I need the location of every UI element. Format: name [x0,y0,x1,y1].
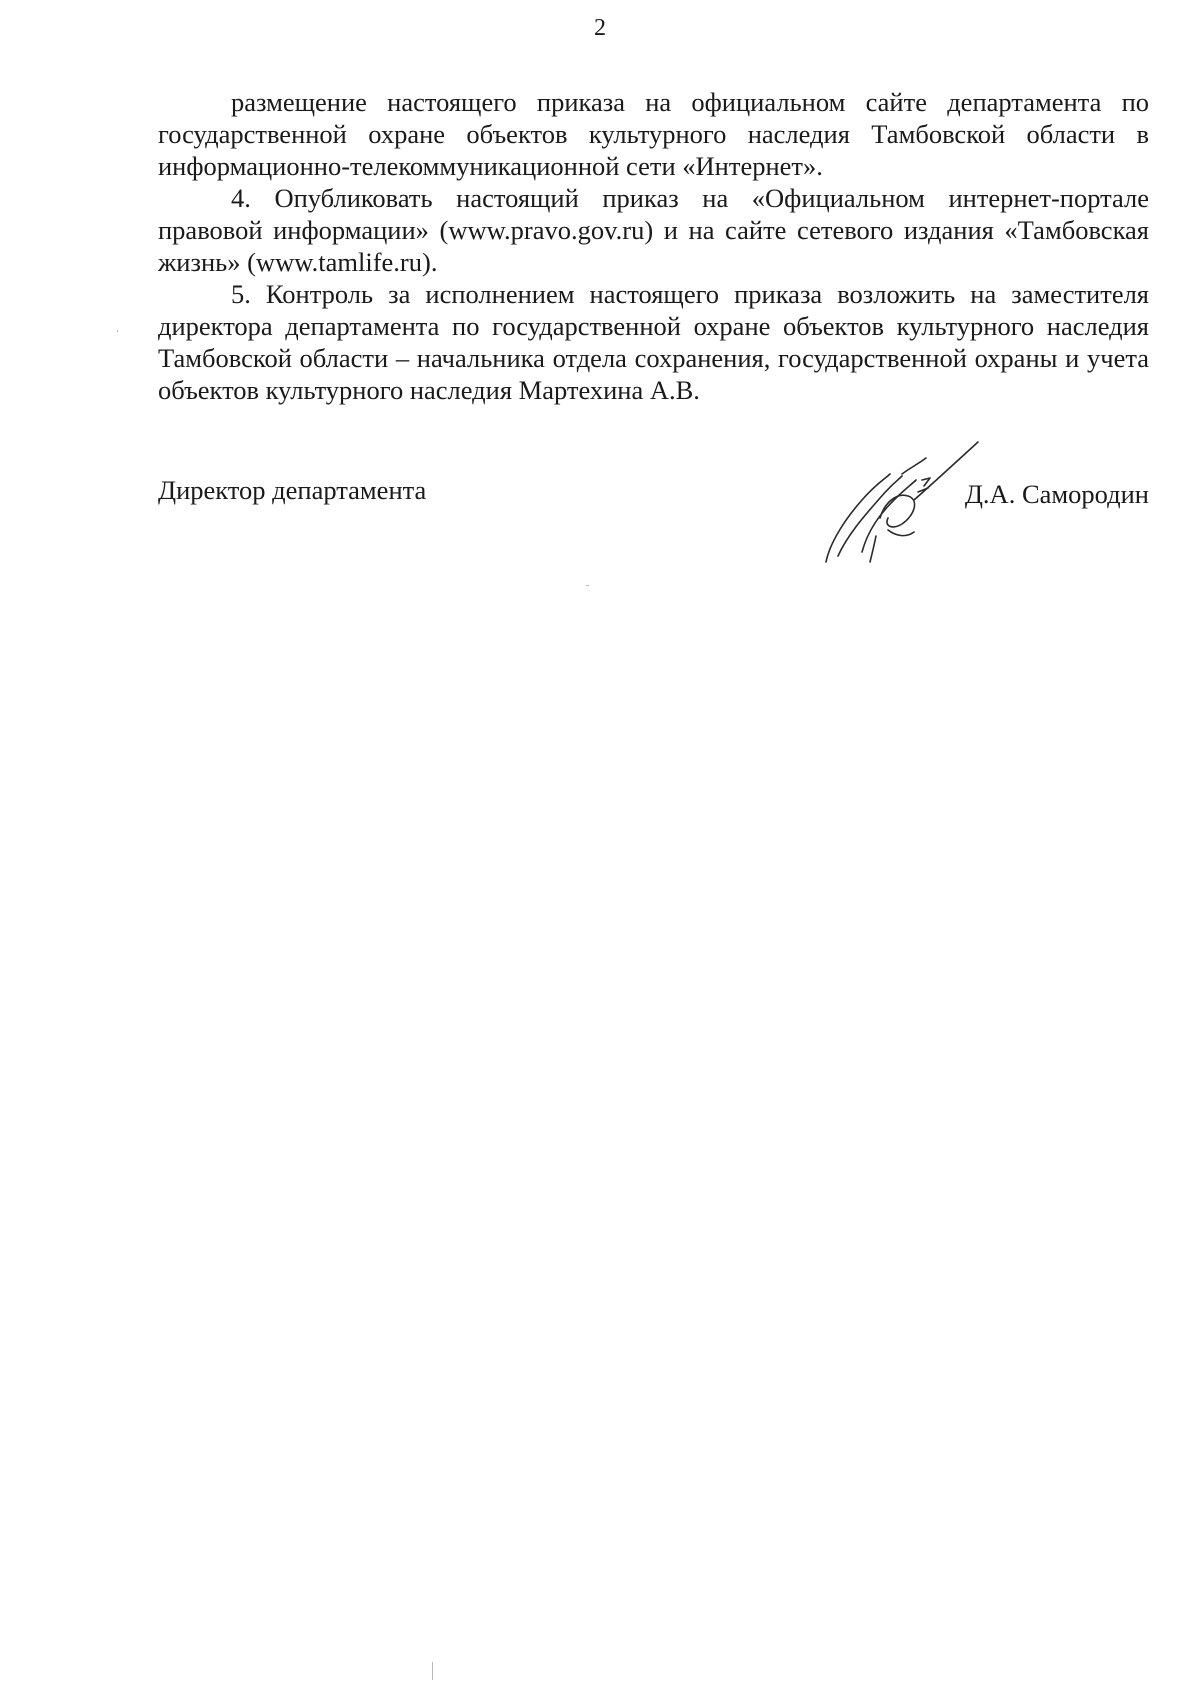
paragraph-item-5: 5. Контроль за исполнением настоящего приказа возложить на заместителя директора департамента по государственной охране объектов культурного наследия Тамбовской области – начальника отдела сохранения, государственной охраны и учета объектов культурного наследия Мартехина А.В. [158,279,1149,405]
paragraph-continuation: размещение настоящего приказа на официальном сайте департамента по государственной охране объектов культурного наследия Тамбовской области в информационно-телекоммуникационной сети «Интернет». [158,87,1149,181]
scan-speck [432,1662,433,1680]
scan-speck [117,330,118,332]
page-number: 2 [594,15,606,41]
scan-speck [586,585,589,586]
signature-block [158,466,1149,556]
paragraph-item-4: 4. Опубликовать настоящий приказ на «Официальном интернет-портале правовой информации» (www.pravo.gov.ru) и на сайте сетевого издания «Тамбовская жизнь» (www.tamlife.ru). [158,183,1149,277]
document-body [158,86,1149,406]
signer-name: Д.А. Самородин [964,479,1149,509]
signer-position: Директор департамента [158,475,427,505]
